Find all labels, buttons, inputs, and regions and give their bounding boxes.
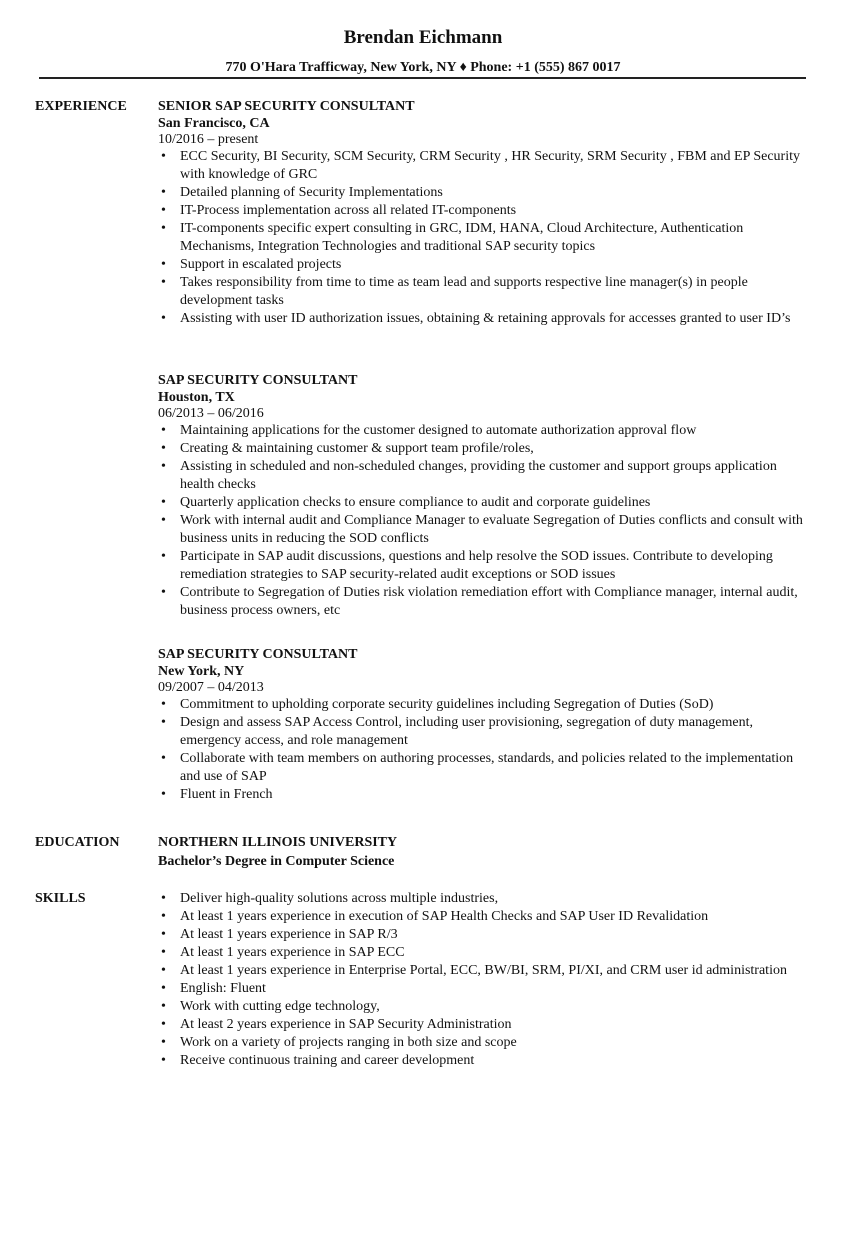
list-item [158, 908, 814, 926]
list-item [158, 274, 814, 310]
list-item [158, 148, 814, 184]
list-item-text: Design and assess SAP Access Control, including user provisioning, segregation of duty management, emergency access, and role management [180, 715, 754, 748]
job-title: SENIOR SAP SECURITY CONSULTANT [158, 99, 415, 114]
job-dates: 06/2013 – 06/2016 [158, 406, 264, 421]
list-item [158, 786, 814, 804]
list-item-text: Work with cutting edge technology, [180, 999, 380, 1014]
job-title: SAP SECURITY CONSULTANT [158, 373, 358, 388]
list-item-text: Creating & maintaining customer & support team profile/roles, [180, 441, 534, 456]
job-dates: 10/2016 – present [158, 132, 259, 147]
list-item [158, 1016, 814, 1034]
bullet-icon: • [161, 945, 166, 960]
list-item [158, 422, 814, 440]
contact-line: 770 O'Hara Trafficway, New York, NY ♦ Phone: +1 (555) 867 0017 [225, 60, 621, 75]
bullet-icon: • [161, 1035, 166, 1050]
bullet-icon: • [161, 185, 166, 200]
job-entry [158, 372, 814, 620]
list-item-text: At least 1 years experience in SAP R/3 [180, 927, 398, 942]
list-item-text: Assisting with user ID authorization issues, obtaining & retaining approvals for accesses granted to user ID’s [180, 311, 791, 326]
bullet-icon: • [161, 1017, 166, 1032]
job-bullets [158, 696, 814, 804]
job-bullets [158, 422, 814, 620]
candidate-name: Brendan Eichmann [343, 27, 503, 48]
list-item-text: IT-components specific expert consulting in GRC, IDM, HANA, Cloud Architecture, Authentication Mechanisms, Integration Technologies and traditional SAP security topics [180, 221, 744, 254]
list-item-text: Collaborate with team members on authoring processes, standards, and policies related to the implementation and use of SAP [180, 751, 794, 784]
bullet-icon: • [161, 585, 166, 600]
bullet-icon: • [161, 715, 166, 730]
degree-name: Bachelor’s Degree in Computer Science [158, 854, 395, 869]
list-item-text: At least 1 years experience in SAP ECC [180, 945, 405, 960]
bullet-icon: • [161, 203, 166, 218]
school-name: NORTHERN ILLINOIS UNIVERSITY [158, 835, 398, 850]
list-item [158, 512, 814, 548]
list-item-text: Work on a variety of projects ranging in both size and scope [180, 1035, 517, 1050]
bullet-icon: • [161, 909, 166, 924]
job-entry [158, 646, 814, 804]
list-item [158, 184, 814, 202]
job-bullets [158, 148, 814, 328]
list-item-text: IT-Process implementation across all related IT-components [180, 203, 517, 218]
list-item-text: Fluent in French [180, 787, 273, 802]
list-item [158, 220, 814, 256]
bullet-icon: • [161, 751, 166, 766]
skills-list [158, 890, 814, 1070]
list-item [158, 714, 814, 750]
list-item [158, 458, 814, 494]
bullet-icon: • [161, 981, 166, 996]
list-item [158, 1052, 814, 1070]
list-item [158, 998, 814, 1016]
bullet-icon: • [161, 999, 166, 1014]
job-dates: 09/2007 – 04/2013 [158, 680, 264, 695]
bullet-icon: • [161, 927, 166, 942]
bullet-icon: • [161, 549, 166, 564]
list-item-text: Participate in SAP audit discussions, questions and help resolve the SOD issues. Contribute to developing remediation strategies to SAP security-related audit exceptions or SOD issues [180, 549, 773, 582]
list-item-text: Commitment to upholding corporate security guidelines including Segregation of Duties (SoD) [180, 697, 714, 712]
header-divider [39, 77, 806, 79]
list-item-text: At least 1 years experience in Enterprise Portal, ECC, BW/BI, SRM, PI/XI, and CRM user id administration [180, 963, 787, 978]
section-title-experience: EXPERIENCE [35, 99, 127, 114]
list-item-text: Work with internal audit and Compliance Manager to evaluate Segregation of Duties conflicts and consult with business units in reducing the SOD conflicts [180, 513, 803, 546]
job-location: San Francisco, CA [158, 116, 270, 131]
bullet-icon: • [161, 495, 166, 510]
list-item [158, 310, 814, 328]
bullet-icon: • [161, 963, 166, 978]
list-item [158, 548, 814, 584]
bullet-icon: • [161, 311, 166, 326]
job-entry [158, 98, 814, 328]
bullet-icon: • [161, 221, 166, 236]
list-item-text: English: Fluent [180, 981, 266, 996]
list-item [158, 980, 814, 998]
section-title-education: EDUCATION [35, 835, 120, 850]
bullet-icon: • [161, 275, 166, 290]
job-location: Houston, TX [158, 390, 235, 405]
list-item [158, 962, 814, 980]
list-item-text: Takes responsibility from time to time as team lead and supports respective line manager(s) in people development tasks [180, 275, 748, 308]
bullet-icon: • [161, 149, 166, 164]
bullet-icon: • [161, 697, 166, 712]
bullet-icon: • [161, 891, 166, 906]
bullet-icon: • [161, 1053, 166, 1068]
list-item [158, 1034, 814, 1052]
list-item [158, 926, 814, 944]
job-title: SAP SECURITY CONSULTANT [158, 647, 358, 662]
list-item [158, 584, 814, 620]
list-item [158, 256, 814, 274]
list-item-text: At least 2 years experience in SAP Security Administration [180, 1017, 512, 1032]
list-item-text: At least 1 years experience in execution of SAP Health Checks and SAP User ID Revalidation [180, 909, 709, 924]
list-item [158, 494, 814, 512]
bullet-icon: • [161, 459, 166, 474]
skills-list-block [158, 890, 814, 1070]
section-title-skills: SKILLS [35, 891, 86, 906]
list-item-text: ECC Security, BI Security, SCM Security, CRM Security , HR Security, SRM Security , FBM and EP Security with knowledge of GRC [180, 149, 800, 182]
list-item-text: Contribute to Segregation of Duties risk violation remediation effort with Compliance manager, internal audit, business process owners, etc [180, 585, 798, 618]
bullet-icon: • [161, 513, 166, 528]
job-location: New York, NY [158, 664, 245, 679]
list-item-text: Detailed planning of Security Implementations [180, 185, 443, 200]
list-item [158, 202, 814, 220]
list-item [158, 750, 814, 786]
list-item [158, 440, 814, 458]
list-item [158, 890, 814, 908]
list-item-text: Quarterly application checks to ensure compliance to audit and corporate guidelines [180, 495, 651, 510]
bullet-icon: • [161, 787, 166, 802]
bullet-icon: • [161, 441, 166, 456]
list-item [158, 696, 814, 714]
education-entry [158, 834, 814, 872]
bullet-icon: • [161, 257, 166, 272]
list-item-text: Support in escalated projects [180, 257, 342, 272]
list-item-text: Receive continuous training and career development [180, 1053, 475, 1068]
bullet-icon: • [161, 423, 166, 438]
list-item-text: Maintaining applications for the customer designed to automate authorization approval flow [180, 423, 697, 438]
list-item-text: Assisting in scheduled and non-scheduled changes, providing the customer and support groups application health checks [180, 459, 777, 492]
list-item [158, 944, 814, 962]
list-item-text: Deliver high-quality solutions across multiple industries, [180, 891, 499, 906]
